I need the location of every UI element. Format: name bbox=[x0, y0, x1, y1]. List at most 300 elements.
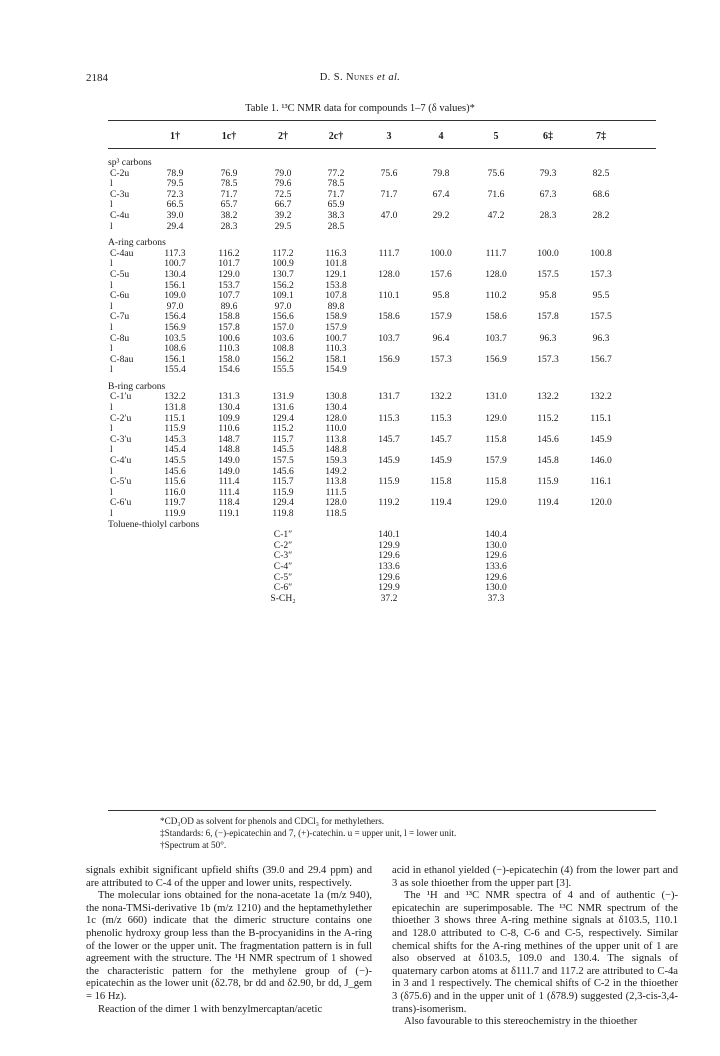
table-cell: 119.8 bbox=[272, 508, 294, 519]
table-cell: 119.4 bbox=[430, 497, 452, 509]
table-cell: 115.2 bbox=[537, 412, 559, 424]
table-cell: 140.1 bbox=[378, 529, 400, 541]
table-cell: 115.9 bbox=[378, 476, 400, 488]
table-cell: 38.2 bbox=[220, 209, 238, 221]
table-cell: 129.6 bbox=[378, 550, 400, 562]
table-cell: 75.6 bbox=[380, 167, 398, 179]
table-cell: 28.2 bbox=[592, 209, 610, 221]
table-cell: 118.5 bbox=[325, 508, 347, 519]
table-cell: 115.9 bbox=[164, 423, 186, 435]
table-cell: 110.3 bbox=[218, 343, 240, 355]
table-cell: 130.4 bbox=[218, 402, 240, 414]
table-cell: 117.3 bbox=[164, 247, 186, 259]
table-cell: C-1″ bbox=[273, 529, 293, 541]
table-cell: 146.0 bbox=[590, 455, 612, 467]
table-row bbox=[108, 498, 656, 509]
right-paragraph-2: The ¹H and ¹³C NMR spectra of 4 and of authentic (−)-epicatechin are superimposable. The ¹³C NMR spectrum of the thioether 3 shows three A-ring methine signals at δ103.5, 110.1 and 128.0 attributed to C-8, C-6 and C-5, respectively. Similar chemical shifts for the A-ring methines of the upper unit of 1 are also observed at δ103.5, 109.0 and 130.4. The signals of quaternary carbon atoms at δ111.7 and 117.2 are attributed to C-4a in 3 and 1 respectively. The chemical shifts of C-2 in the thioether 3 (δ75.6) and in the upper unit of 1 (δ78.9) suggested (2,3-cis-3,4-trans)-isomerism. bbox=[392, 890, 678, 1015]
row-label: Toluene-thiolyl carbons bbox=[108, 518, 200, 530]
table-row bbox=[108, 158, 656, 169]
table-cell: 110.1 bbox=[378, 290, 400, 302]
table-cell: 131.7 bbox=[378, 391, 400, 403]
table-cell: 108.6 bbox=[164, 343, 186, 355]
footnote-solvent: *CD₃OD as solvent for phenols and CDCl₃ for methylethers. bbox=[160, 816, 385, 826]
table-cell: 75.6 bbox=[487, 167, 505, 179]
right-paragraph-1: acid in ethanol yielded (−)-epicatechin (4) from the lower part and 3 as sole thioether from the upper part [3]. bbox=[392, 865, 678, 889]
table-bottom-rule bbox=[108, 810, 656, 811]
row-label: C-7u bbox=[110, 311, 130, 323]
row-label: l bbox=[110, 321, 113, 333]
table-cell: C-6″ bbox=[273, 582, 293, 594]
table-cell: 116.3 bbox=[325, 247, 347, 259]
row-label: B-ring carbons bbox=[108, 380, 166, 392]
row-label: l bbox=[110, 402, 113, 414]
table-cell: 158.6 bbox=[485, 311, 507, 323]
table-cell: C-4″ bbox=[273, 560, 293, 572]
table-cell: 130.0 bbox=[485, 582, 507, 594]
table-cell: 78.5 bbox=[220, 178, 238, 190]
row-label: C-3u bbox=[110, 188, 130, 200]
table-cell: S-CH₂ bbox=[270, 592, 296, 604]
row-label: l bbox=[110, 258, 113, 270]
table-cell: 47.0 bbox=[380, 209, 398, 221]
row-label: l bbox=[110, 343, 113, 355]
table-cell: 111.7 bbox=[485, 247, 507, 259]
table-row bbox=[108, 222, 656, 233]
running-head-etal: et al. bbox=[373, 72, 401, 83]
table-row bbox=[108, 594, 656, 605]
table-cell: 100.7 bbox=[164, 258, 186, 270]
table-cell: 156.9 bbox=[378, 353, 400, 365]
table-cell: 77.2 bbox=[327, 167, 345, 179]
table-cell: 148.8 bbox=[218, 444, 240, 456]
table-cell: 120.0 bbox=[590, 497, 612, 509]
table-cell: 128.0 bbox=[325, 412, 347, 424]
table-cell: 117.2 bbox=[272, 247, 294, 259]
table-cell: 100.0 bbox=[430, 247, 452, 259]
table-cell: 37.2 bbox=[380, 592, 398, 604]
table-cell: 149.0 bbox=[218, 465, 240, 477]
table-cell: 72.5 bbox=[274, 188, 292, 200]
row-label: C-8au bbox=[110, 353, 134, 365]
column-header: 4 bbox=[438, 131, 444, 142]
table-cell: 107.8 bbox=[325, 290, 347, 302]
table-cell: 128.0 bbox=[325, 497, 347, 509]
table-cell: 145.6 bbox=[537, 433, 559, 445]
table-cell: 132.2 bbox=[537, 391, 559, 403]
table-cell: 132.2 bbox=[164, 391, 186, 403]
table-cell: 145.6 bbox=[164, 465, 186, 477]
table-cell: 145.7 bbox=[378, 433, 400, 445]
left-paragraph-2: The molecular ions obtained for the nona-acetate 1a (m/z 940), the nona-TMSi-derivative 1b (m/z 1210) and the heptamethylether 1c (m/z 660) indicate that the dimeric structure contains one phenolic hydroxy group less than the B-procyanidins in the A-ring of the lower or the upper unit. The fragmentation pattern is in full agreement with the structure. The ¹H NMR spectrum of 1 showed the characteristic pattern for the methylene group of (−)-epicatechin as the lower unit (δ2.78, br dd and δ2.90, br dd, J_gem = 16 Hz). bbox=[86, 890, 372, 1002]
table-cell: 103.7 bbox=[485, 332, 507, 344]
table-cell: 37.3 bbox=[487, 592, 505, 604]
table-cell: 96.4 bbox=[432, 332, 450, 344]
table-row bbox=[108, 211, 656, 222]
table-cell: 66.7 bbox=[274, 199, 292, 211]
table-cell: 157.3 bbox=[537, 353, 559, 365]
table-cell: 156.6 bbox=[272, 311, 294, 323]
table-cell: 39.2 bbox=[274, 209, 292, 221]
table-cell: 133.6 bbox=[378, 560, 400, 572]
table-row bbox=[108, 456, 656, 467]
table-cell: 66.5 bbox=[166, 199, 184, 211]
footnote-standards: ‡Standards: 6, (−)-epicatechin and 7, (+)-catechin. u = upper unit, l = lower unit. bbox=[160, 828, 457, 838]
table-cell: 39.0 bbox=[166, 209, 184, 221]
row-label: C-5′u bbox=[110, 476, 132, 488]
row-label: l bbox=[110, 508, 113, 519]
table-cell: 145.9 bbox=[378, 455, 400, 467]
table-cell: 82.5 bbox=[592, 167, 610, 179]
table-cell: 156.1 bbox=[164, 353, 186, 365]
table-cell: 157.5 bbox=[590, 311, 612, 323]
table-cell: C-2″ bbox=[273, 539, 293, 551]
table-caption: Table 1. ¹³C NMR data for compounds 1–7 (δ values)* bbox=[245, 103, 475, 114]
table-cell: 130.0 bbox=[485, 539, 507, 551]
table-cell: 156.4 bbox=[164, 311, 186, 323]
table-cell: 115.8 bbox=[485, 476, 507, 488]
table-cell: 145.9 bbox=[430, 455, 452, 467]
table-cell: 113.8 bbox=[325, 476, 347, 488]
table-cell: 109.0 bbox=[164, 290, 186, 302]
table-header-row bbox=[108, 131, 656, 143]
table-cell: 145.5 bbox=[272, 444, 294, 456]
table-cell: 71.7 bbox=[220, 188, 238, 200]
table-cell: 158.8 bbox=[218, 311, 240, 323]
table-cell: 110.0 bbox=[325, 423, 347, 435]
row-label: l bbox=[110, 364, 113, 376]
table-cell: 156.7 bbox=[590, 353, 612, 365]
table-cell: 96.3 bbox=[539, 332, 557, 344]
table-cell: 116.2 bbox=[218, 247, 240, 259]
table-cell: 115.1 bbox=[164, 412, 186, 424]
table-row bbox=[108, 323, 656, 334]
table-cell: 119.9 bbox=[164, 508, 186, 519]
row-label: l bbox=[110, 178, 113, 190]
table-cell: 115.2 bbox=[272, 423, 294, 435]
table-cell: 116.0 bbox=[164, 486, 186, 498]
table-cell: 128.0 bbox=[378, 268, 400, 280]
table-cell: 129.9 bbox=[378, 539, 400, 551]
table-cell: 129.1 bbox=[325, 268, 347, 280]
table-cell: 145.8 bbox=[537, 455, 559, 467]
table-cell: 110.3 bbox=[325, 343, 347, 355]
table-cell: 111.7 bbox=[378, 247, 400, 259]
table-cell: 115.9 bbox=[537, 476, 559, 488]
table-cell: 71.6 bbox=[487, 188, 505, 200]
table-cell: 100.8 bbox=[590, 247, 612, 259]
row-label: sp³ carbons bbox=[108, 157, 152, 168]
table-cell: 131.6 bbox=[272, 402, 294, 414]
table-cell: 129.0 bbox=[485, 497, 507, 509]
table-cell: 115.1 bbox=[590, 412, 612, 424]
column-header: 3 bbox=[386, 131, 392, 142]
table-cell: 145.3 bbox=[164, 433, 186, 445]
body-left-column bbox=[86, 865, 372, 1016]
table-cell: 153.7 bbox=[218, 279, 240, 291]
table-cell: 157.8 bbox=[537, 311, 559, 323]
table-cell: 157.9 bbox=[325, 321, 347, 333]
left-paragraph-3: Reaction of the dimer 1 with benzylmercaptan/acetic bbox=[98, 1003, 323, 1015]
table-cell: 97.0 bbox=[274, 300, 292, 312]
table-top-rule bbox=[108, 120, 656, 121]
table-cell: 129.4 bbox=[272, 497, 294, 509]
table-cell: 47.2 bbox=[487, 209, 505, 221]
column-header: 2c† bbox=[328, 131, 344, 142]
table-cell: 89.8 bbox=[327, 300, 345, 312]
table-row bbox=[108, 291, 656, 302]
table-cell: 154.9 bbox=[325, 364, 347, 376]
table-cell: 103.7 bbox=[378, 332, 400, 344]
table-cell: 29.2 bbox=[432, 209, 450, 221]
table-cell: 158.9 bbox=[325, 311, 347, 323]
table-cell: 38.3 bbox=[327, 209, 345, 221]
table-cell: 145.9 bbox=[590, 433, 612, 445]
table-cell: 157.3 bbox=[590, 268, 612, 280]
table-cell: 65.9 bbox=[327, 199, 345, 211]
table-cell: 132.2 bbox=[430, 391, 452, 403]
table-cell: 101.7 bbox=[218, 258, 240, 270]
row-label: C-4u bbox=[110, 209, 130, 221]
table-cell: 154.6 bbox=[218, 364, 240, 376]
table-cell: 119.2 bbox=[378, 497, 400, 509]
table-cell: 129.6 bbox=[485, 571, 507, 583]
row-label: l bbox=[110, 465, 113, 477]
table-cell: 131.9 bbox=[272, 391, 294, 403]
table-cell: 89.6 bbox=[220, 300, 238, 312]
table-cell: 155.4 bbox=[164, 364, 186, 376]
table-cell: 95.8 bbox=[432, 290, 450, 302]
table-cell: 155.5 bbox=[272, 364, 294, 376]
row-label: l bbox=[110, 486, 113, 498]
table-cell: 129.6 bbox=[378, 571, 400, 583]
table-cell: 71.7 bbox=[380, 188, 398, 200]
running-head-lead: D. S. bbox=[319, 72, 347, 83]
table-row bbox=[108, 414, 656, 425]
footnote-temperature: †Spectrum at 50°. bbox=[160, 840, 227, 850]
table-row bbox=[108, 334, 656, 345]
running-head bbox=[0, 72, 720, 83]
column-header: 7‡ bbox=[596, 131, 606, 142]
table-cell: 153.8 bbox=[325, 279, 347, 291]
table-cell: 130.7 bbox=[272, 268, 294, 280]
table-cell: 156.9 bbox=[485, 353, 507, 365]
table-cell: 145.5 bbox=[164, 455, 186, 467]
table-cell: 65.7 bbox=[220, 199, 238, 211]
table-cell: 78.9 bbox=[166, 167, 184, 179]
running-head-author: Nunes bbox=[346, 72, 374, 83]
table-cell: 29.4 bbox=[166, 220, 184, 232]
table-row bbox=[108, 355, 656, 366]
table-row bbox=[108, 190, 656, 201]
left-paragraph-1: signals exhibit significant upfield shifts (39.0 and 29.4 ppm) and are attributed to C-4 of the upper and lower units, respectively. bbox=[86, 865, 372, 889]
row-label: C-8u bbox=[110, 332, 130, 344]
table-cell: 72.3 bbox=[166, 188, 184, 200]
table-cell: 128.0 bbox=[485, 268, 507, 280]
table-cell: 158.6 bbox=[378, 311, 400, 323]
column-header: 6‡ bbox=[543, 131, 553, 142]
table-cell: 100.9 bbox=[272, 258, 294, 270]
table-cell: 97.0 bbox=[166, 300, 184, 312]
table-cell: 71.7 bbox=[327, 188, 345, 200]
table-cell: 159.3 bbox=[325, 455, 347, 467]
table-cell: 67.3 bbox=[539, 188, 557, 200]
table-cell: 67.4 bbox=[432, 188, 450, 200]
row-label: C-3′u bbox=[110, 433, 132, 445]
table-cell: 113.8 bbox=[325, 433, 347, 445]
table-cell: 157.9 bbox=[485, 455, 507, 467]
table-cell: 129.0 bbox=[485, 412, 507, 424]
row-label: C-4au bbox=[110, 247, 134, 259]
table-cell: 79.0 bbox=[274, 167, 292, 179]
table-cell: 157.8 bbox=[218, 321, 240, 333]
table-cell: 111.5 bbox=[325, 486, 347, 498]
right-paragraph-3: Also favourable to this stereochemistry in the thioether bbox=[404, 1016, 638, 1028]
table-cell: 157.0 bbox=[272, 321, 294, 333]
column-header: 1c† bbox=[221, 131, 237, 142]
table-cell: 149.2 bbox=[325, 465, 347, 477]
table-cell: 79.3 bbox=[539, 167, 557, 179]
table-cell: 148.8 bbox=[325, 444, 347, 456]
table-cell: 100.6 bbox=[218, 332, 240, 344]
table-cell: 148.7 bbox=[218, 433, 240, 445]
table-cell: 157.5 bbox=[272, 455, 294, 467]
row-label: A-ring carbons bbox=[108, 237, 166, 249]
table-row bbox=[108, 169, 656, 180]
table-row bbox=[108, 270, 656, 281]
table-cell: 119.1 bbox=[218, 508, 240, 519]
table-cell: 158.1 bbox=[325, 353, 347, 365]
table-cell: 140.4 bbox=[485, 529, 507, 541]
table-cell: 131.3 bbox=[218, 391, 240, 403]
table-cell: 129.6 bbox=[485, 550, 507, 562]
table-cell: 133.6 bbox=[485, 560, 507, 572]
table-cell: 28.3 bbox=[539, 209, 557, 221]
table-cell: 115.8 bbox=[430, 476, 452, 488]
table-cell: 156.9 bbox=[164, 321, 186, 333]
table-cell: 158.0 bbox=[218, 353, 240, 365]
column-header: 5 bbox=[493, 131, 499, 142]
table-cell: 115.3 bbox=[430, 412, 452, 424]
table-row bbox=[108, 477, 656, 488]
table-footnotes bbox=[160, 815, 456, 851]
table-cell: 157.5 bbox=[537, 268, 559, 280]
row-label: C-4′u bbox=[110, 455, 132, 467]
table-cell: 156.1 bbox=[164, 279, 186, 291]
table-cell: 110.2 bbox=[485, 290, 507, 302]
table-cell: 118.4 bbox=[218, 497, 240, 509]
table-cell: 119.7 bbox=[164, 497, 186, 509]
column-header: 2† bbox=[278, 131, 288, 142]
table-cell: 115.6 bbox=[164, 476, 186, 488]
table-cell: 29.5 bbox=[274, 220, 292, 232]
table-row bbox=[108, 435, 656, 446]
table-cell: 129.0 bbox=[218, 268, 240, 280]
page-number: 2184 bbox=[86, 72, 108, 84]
row-label: l bbox=[110, 220, 113, 232]
table-cell: 145.6 bbox=[272, 465, 294, 477]
table-cell: 79.8 bbox=[432, 167, 450, 179]
table-cell: 129.9 bbox=[378, 582, 400, 594]
column-header: 1† bbox=[170, 131, 180, 142]
row-label: l bbox=[110, 300, 113, 312]
table-cell: 78.5 bbox=[327, 178, 345, 190]
row-label: C-1′u bbox=[110, 391, 132, 403]
table-cell: 157.9 bbox=[430, 311, 452, 323]
table-cell: 131.8 bbox=[164, 402, 186, 414]
table-cell: 100.7 bbox=[325, 332, 347, 344]
table-cell: 107.7 bbox=[218, 290, 240, 302]
table-cell: 79.5 bbox=[166, 178, 184, 190]
table-cell: 115.3 bbox=[378, 412, 400, 424]
table-cell: 28.3 bbox=[220, 220, 238, 232]
nmr-data-table bbox=[108, 158, 656, 604]
table-cell: 110.6 bbox=[218, 423, 240, 435]
table-cell: 129.4 bbox=[272, 412, 294, 424]
table-cell: 132.2 bbox=[590, 391, 612, 403]
table-cell: 156.2 bbox=[272, 279, 294, 291]
table-cell: C-3″ bbox=[273, 550, 293, 562]
table-cell: 149.0 bbox=[218, 455, 240, 467]
table-row bbox=[108, 509, 656, 520]
row-label: l bbox=[110, 444, 113, 456]
table-cell: 145.7 bbox=[430, 433, 452, 445]
row-label: C-2u bbox=[110, 167, 130, 179]
table-row bbox=[108, 562, 656, 573]
table-row bbox=[108, 249, 656, 260]
table-cell: 111.4 bbox=[218, 476, 240, 488]
body-right-column bbox=[392, 865, 678, 1029]
table-cell: 116.1 bbox=[590, 476, 612, 488]
table-cell: 157.6 bbox=[430, 268, 452, 280]
table-cell: 111.4 bbox=[218, 486, 240, 498]
row-label: l bbox=[110, 423, 113, 435]
table-cell: C-5″ bbox=[273, 571, 293, 583]
table-cell: 103.6 bbox=[272, 332, 294, 344]
table-row bbox=[108, 392, 656, 403]
table-cell: 156.2 bbox=[272, 353, 294, 365]
table-cell: 95.8 bbox=[539, 290, 557, 302]
table-cell: 101.8 bbox=[325, 258, 347, 270]
table-cell: 95.5 bbox=[592, 290, 610, 302]
table-cell: 157.3 bbox=[430, 353, 452, 365]
table-cell: 68.6 bbox=[592, 188, 610, 200]
table-cell: 115.9 bbox=[272, 486, 294, 498]
table-cell: 96.3 bbox=[592, 332, 610, 344]
row-label: l bbox=[110, 199, 113, 211]
row-label: C-6u bbox=[110, 290, 130, 302]
table-cell: 145.4 bbox=[164, 444, 186, 456]
table-cell: 109.9 bbox=[218, 412, 240, 424]
table-cell: 108.8 bbox=[272, 343, 294, 355]
table-cell: 130.4 bbox=[164, 268, 186, 280]
table-cell: 131.0 bbox=[485, 391, 507, 403]
row-label: C-2′u bbox=[110, 412, 132, 424]
table-cell: 28.5 bbox=[327, 220, 345, 232]
table-cell: 130.8 bbox=[325, 391, 347, 403]
table-cell: 76.9 bbox=[220, 167, 238, 179]
table-row bbox=[108, 365, 656, 376]
row-label: C-5u bbox=[110, 268, 130, 280]
row-label: l bbox=[110, 279, 113, 291]
table-row bbox=[108, 312, 656, 323]
table-header-rule bbox=[108, 148, 656, 149]
table-cell: 119.4 bbox=[537, 497, 559, 509]
table-cell: 115.8 bbox=[485, 433, 507, 445]
row-label: C-6′u bbox=[110, 497, 132, 509]
table-cell: 109.1 bbox=[272, 290, 294, 302]
table-cell: 115.7 bbox=[272, 476, 294, 488]
table-cell: 100.0 bbox=[537, 247, 559, 259]
